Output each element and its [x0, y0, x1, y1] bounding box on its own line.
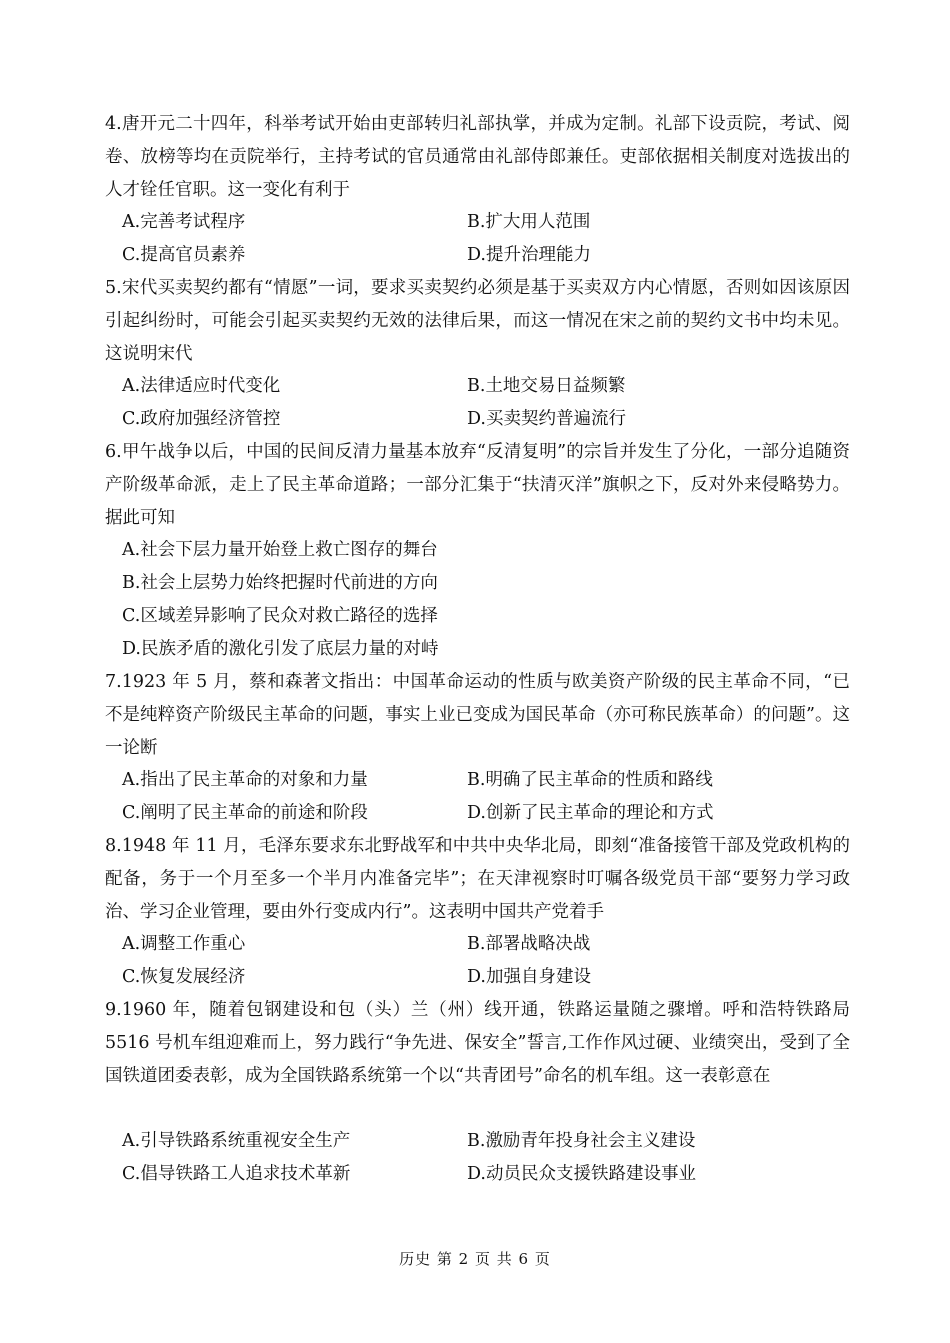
- option-text: 明确了民主革命的性质和路线: [485, 770, 713, 790]
- question-4-option-c[interactable]: [122, 239, 245, 272]
- option-label: A.: [122, 934, 141, 954]
- question-7-option-d[interactable]: [467, 797, 713, 830]
- question-number: 8.: [105, 836, 122, 856]
- option-label: D.: [467, 803, 486, 823]
- question-text: 1948 年 11 月，毛泽东要求东北野战军和中共中央华北局，即刻“准备接管干部及党政机构的配备，务于一个月至多一个半月内准备完毕”；在天津视察时叮嘱各级党员干部“要努力学习政治、学习企业管理，要由外行变成内行”。这表明中国共产党着手: [105, 836, 850, 922]
- option-label: C.: [122, 1164, 141, 1184]
- option-text: 买卖契约普遍流行: [485, 409, 626, 429]
- option-text: 部署战略决战: [485, 934, 591, 954]
- option-text: 激励青年投身社会主义建设: [485, 1131, 696, 1151]
- question-4-stem: [105, 108, 850, 206]
- question-9-stem: [105, 994, 850, 1092]
- option-text: 倡导铁路工人追求技术革新: [140, 1164, 351, 1184]
- question-7-option-c[interactable]: [122, 797, 368, 830]
- option-text: 土地交易日益频繁: [485, 376, 626, 396]
- option-text: 法律适应时代变化: [140, 376, 281, 396]
- option-text: 引导铁路系统重视安全生产: [140, 1131, 351, 1151]
- question-number: 9.: [105, 1000, 122, 1020]
- option-label: A.: [122, 376, 141, 396]
- question-8-option-b[interactable]: [467, 928, 590, 961]
- option-text: 民族矛盾的激化引发了底层力量的对峙: [140, 639, 439, 659]
- question-6-option-d[interactable]: [122, 633, 438, 666]
- question-4-option-a[interactable]: [122, 206, 245, 239]
- question-4-option-d[interactable]: [467, 239, 591, 272]
- question-number: 5.: [105, 278, 122, 298]
- option-label: B.: [467, 376, 486, 396]
- option-label: D.: [122, 639, 141, 659]
- option-label: C.: [122, 606, 141, 626]
- question-9-option-b[interactable]: [467, 1125, 695, 1158]
- option-label: A.: [122, 1131, 141, 1151]
- question-9-option-a[interactable]: [122, 1125, 350, 1158]
- option-label: A.: [122, 770, 141, 790]
- question-8-option-a[interactable]: [122, 928, 245, 961]
- option-text: 恢复发展经济: [140, 967, 246, 987]
- question-7-option-a[interactable]: [122, 764, 368, 797]
- option-label: D.: [467, 1164, 486, 1184]
- question-5-option-b[interactable]: [467, 370, 625, 403]
- option-label: C.: [122, 803, 141, 823]
- option-text: 政府加强经济管控: [140, 409, 281, 429]
- question-number: 7.: [105, 672, 122, 692]
- question-4-option-b[interactable]: [467, 206, 590, 239]
- option-text: 阐明了民主革命的前途和阶段: [140, 803, 368, 823]
- question-5-option-d[interactable]: [467, 403, 626, 436]
- option-text: 完善考试程序: [140, 212, 246, 232]
- question-8-option-d[interactable]: [467, 961, 591, 994]
- option-label: A.: [122, 540, 141, 560]
- question-text: 甲午战争以后，中国的民间反清力量基本放弃“反清复明”的宗旨并发生了分化，一部分追随资产阶级革命派，走上了民主革命道路；一部分汇集于“扶清灭洋”旗帜之下，反对外来侵略势力。据此可知: [105, 442, 850, 528]
- option-label: C.: [122, 967, 141, 987]
- question-5-option-c[interactable]: [122, 403, 280, 436]
- question-5-stem: [105, 272, 850, 370]
- question-7-stem: [105, 666, 850, 764]
- option-label: B.: [467, 770, 486, 790]
- question-text: 宋代买卖契约都有“情愿”一词，要求买卖契约必须是基于买卖双方内心情愿，否则如因该原因引起纠纷时，可能会引起买卖契约无效的法律后果，而这一情况在宋之前的契约文书中均未见。这说明宋代: [105, 278, 850, 364]
- question-9-option-c[interactable]: [122, 1158, 350, 1191]
- question-text: 1923 年 5 月，蔡和森著文指出：中国革命运动的性质与欧美资产阶级的民主革命不同，“已不是纯粹资产阶级民主革命的问题，事实上业已变成为国民革命（亦可称民族革命）的问题”。这一论断: [105, 672, 850, 758]
- question-5-option-a[interactable]: [122, 370, 280, 403]
- question-7-option-b[interactable]: [467, 764, 713, 797]
- option-text: 扩大用人范围: [485, 212, 591, 232]
- question-8-stem: [105, 830, 850, 928]
- option-text: 社会下层力量开始登上救亡图存的舞台: [140, 540, 438, 560]
- option-label: B.: [122, 573, 141, 593]
- question-6-option-b[interactable]: [122, 567, 438, 600]
- option-text: 创新了民主革命的理论和方式: [485, 803, 714, 823]
- option-text: 调整工作重心: [140, 934, 246, 954]
- question-text: 唐开元二十四年，科举考试开始由吏部转归礼部执掌，并成为定制。礼部下设贡院，考试、阅卷、放榜等均在贡院举行，主持考试的官员通常由礼部侍郎兼任。吏部依据相关制度对选拔出的人才铨任官职。这一变化有利于: [105, 114, 850, 200]
- option-text: 社会上层势力始终把握时代前进的方向: [140, 573, 438, 593]
- option-text: 动员民众支援铁路建设事业: [485, 1164, 696, 1184]
- question-text: 1960 年，随着包钢建设和包（头）兰（州）线开通，铁路运量随之骤增。呼和浩特铁路局 5516 号机车组迎难而上，努力践行“争先进、保安全”誓言,工作作风过硬、业绩突出，受到了全国铁道团委表彰，成为全国铁路系统第一个以“共青团号”命名的机车组。这一表彰意在: [105, 1000, 850, 1086]
- option-label: B.: [467, 1131, 486, 1151]
- option-label: B.: [467, 212, 486, 232]
- option-label: C.: [122, 409, 141, 429]
- option-label: A.: [122, 212, 141, 232]
- option-label: D.: [467, 409, 486, 429]
- page-footer: 历史 第 2 页 共 6 页: [399, 1250, 551, 1268]
- question-number: 6.: [105, 442, 122, 462]
- option-text: 指出了民主革命的对象和力量: [140, 770, 368, 790]
- question-number: 4.: [105, 114, 122, 134]
- option-label: D.: [467, 967, 486, 987]
- option-label: D.: [467, 245, 486, 265]
- option-label: C.: [122, 245, 141, 265]
- question-9-option-d[interactable]: [467, 1158, 696, 1191]
- option-text: 区域差异影响了民众对救亡路径的选择: [140, 606, 438, 626]
- question-6-stem: [105, 436, 850, 534]
- option-text: 提升治理能力: [485, 245, 591, 265]
- option-label: B.: [467, 934, 486, 954]
- option-text: 提高官员素养: [140, 245, 246, 265]
- question-8-option-c[interactable]: [122, 961, 245, 994]
- option-text: 加强自身建设: [485, 967, 591, 987]
- question-6-option-a[interactable]: [122, 534, 438, 567]
- question-6-option-c[interactable]: [122, 600, 438, 633]
